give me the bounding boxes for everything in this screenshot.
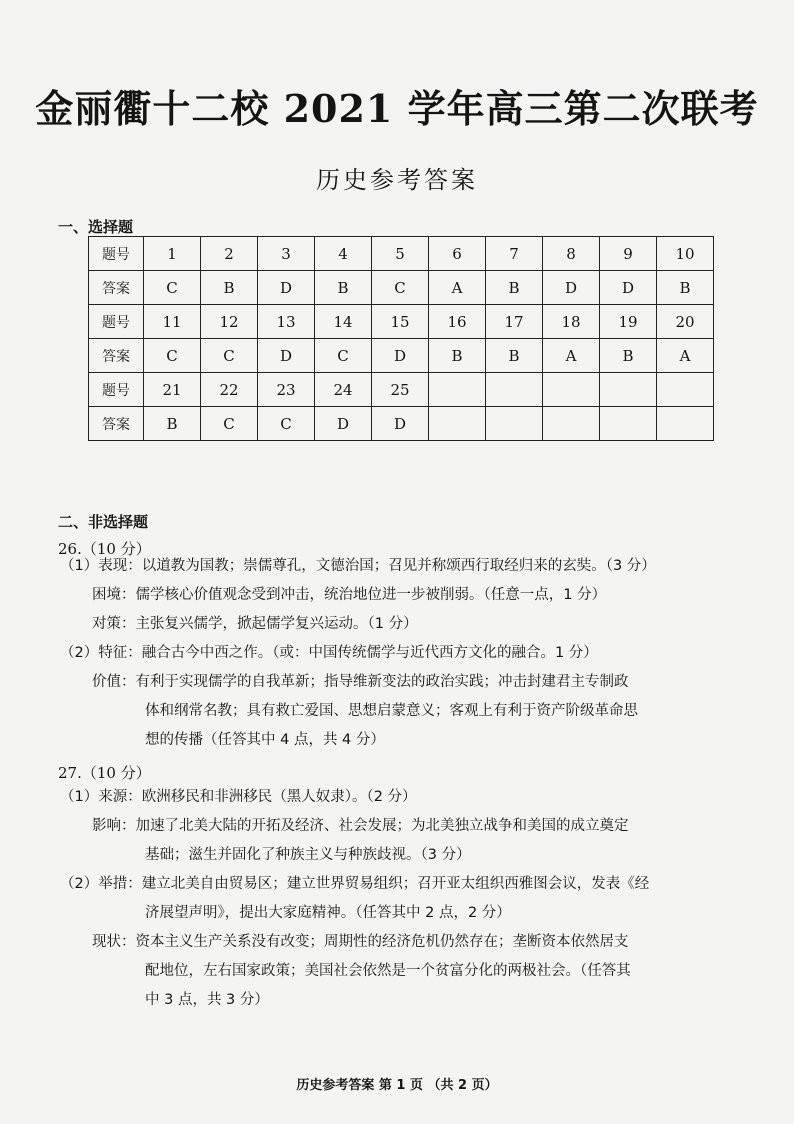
q26-answer-line: 体和纲常名教；具有救亡爱国、思想启蒙意义；客观上有利于资产阶级革命思 bbox=[145, 703, 638, 719]
question-number-cell: 17 bbox=[486, 305, 543, 339]
answer-cell: D bbox=[543, 271, 600, 305]
answer-cell: B bbox=[315, 271, 372, 305]
question-number-cell: 23 bbox=[258, 373, 315, 407]
q27-answer-line: （2）举措：建立北美自由贸易区；建立世界贸易组织；召开亚太组织西雅图会议，发表《经 bbox=[60, 876, 650, 892]
answer-cell: C bbox=[201, 339, 258, 373]
question-number-cell: 10 bbox=[657, 237, 714, 271]
answer-cell: B bbox=[657, 271, 714, 305]
section-heading-non-choice: 二、非选择题 bbox=[58, 513, 149, 531]
answer-table bbox=[88, 236, 714, 441]
q27-answer-line: （1）来源：欧洲移民和非洲移民（黑人奴隶）。（2 分） bbox=[60, 789, 417, 805]
question-number-cell: 15 bbox=[372, 305, 429, 339]
answer-cell: C bbox=[258, 407, 315, 441]
answer-cell: A bbox=[657, 339, 714, 373]
question-number-cell: 21 bbox=[144, 373, 201, 407]
row-header: 题号 bbox=[89, 237, 144, 271]
question-number-cell: 11 bbox=[144, 305, 201, 339]
table-row bbox=[89, 237, 714, 271]
q27-answer-line: 影响：加速了北美大陆的开拓及经济、社会发展；为北美独立战争和美国的成立奠定 bbox=[92, 818, 629, 834]
answer-cell: C bbox=[201, 407, 258, 441]
question-number-cell: 19 bbox=[600, 305, 657, 339]
q26-answer-line: 困境：儒学核心价值观念受到冲击，统治地位进一步被削弱。（任意一点，1 分） bbox=[92, 587, 607, 603]
answer-cell: D bbox=[315, 407, 372, 441]
answer-cell: C bbox=[144, 339, 201, 373]
answer-cell: B bbox=[486, 339, 543, 373]
question-number-cell: 24 bbox=[315, 373, 372, 407]
q26-answer-line: 对策：主张复兴儒学，掀起儒学复兴运动。（1 分） bbox=[92, 616, 418, 632]
answer-cell: B bbox=[429, 339, 486, 373]
question-number-cell: 16 bbox=[429, 305, 486, 339]
q27-answer-line: 基础；滋生并固化了种族主义与种族歧视。（3 分） bbox=[145, 847, 471, 863]
answer-cell bbox=[543, 407, 600, 441]
table-row bbox=[89, 373, 714, 407]
answer-cell: D bbox=[258, 339, 315, 373]
question-number-cell: 4 bbox=[315, 237, 372, 271]
q26-answer-line: （1）表现：以道教为国教；崇儒尊孔，文德治国；召见并称颂西行取经归来的玄奘。（3 分） bbox=[60, 558, 656, 574]
answer-cell: A bbox=[543, 339, 600, 373]
question-number-cell bbox=[657, 373, 714, 407]
q26-answer-line: 想的传播（任答其中 4 点，共 4 分） bbox=[145, 732, 385, 748]
question-number-cell: 14 bbox=[315, 305, 372, 339]
table-row bbox=[89, 305, 714, 339]
answer-cell: B bbox=[600, 339, 657, 373]
question-number-cell: 18 bbox=[543, 305, 600, 339]
row-header: 答案 bbox=[89, 339, 144, 373]
question-number-cell: 22 bbox=[201, 373, 258, 407]
q27-answer-line: 中 3 点，共 3 分） bbox=[145, 992, 269, 1008]
question-number-cell bbox=[600, 373, 657, 407]
q27-answer-line: 济展望声明》，提出大家庭精神。（任答其中 2 点，2 分） bbox=[145, 905, 511, 921]
row-header: 题号 bbox=[89, 373, 144, 407]
page-subtitle: 历史参考答案 bbox=[316, 166, 478, 194]
answer-cell bbox=[657, 407, 714, 441]
question-number-cell: 8 bbox=[543, 237, 600, 271]
answer-cell: D bbox=[372, 407, 429, 441]
question-number-cell: 25 bbox=[372, 373, 429, 407]
answer-cell bbox=[429, 407, 486, 441]
answer-cell: A bbox=[429, 271, 486, 305]
question-number-cell: 7 bbox=[486, 237, 543, 271]
answer-cell: D bbox=[258, 271, 315, 305]
answer-cell: D bbox=[600, 271, 657, 305]
table-row bbox=[89, 407, 714, 441]
question-number-cell bbox=[486, 373, 543, 407]
answer-cell: D bbox=[372, 339, 429, 373]
answer-cell: C bbox=[315, 339, 372, 373]
table-row bbox=[89, 339, 714, 373]
question-number-cell bbox=[543, 373, 600, 407]
page-footer: 历史参考答案 第 1 页 （共 2 页） bbox=[296, 1078, 498, 1093]
answer-cell: C bbox=[144, 271, 201, 305]
answer-cell: B bbox=[144, 407, 201, 441]
answer-cell bbox=[486, 407, 543, 441]
page-title: 金丽衢十二校 2021 学年高三第二次联考 bbox=[35, 86, 759, 131]
question-26-header: 26.（10 分） bbox=[58, 540, 151, 558]
answer-cell: B bbox=[201, 271, 258, 305]
question-number-cell: 6 bbox=[429, 237, 486, 271]
question-number-cell: 20 bbox=[657, 305, 714, 339]
row-header: 题号 bbox=[89, 305, 144, 339]
answer-cell: B bbox=[486, 271, 543, 305]
question-number-cell: 2 bbox=[201, 237, 258, 271]
q26-answer-line: 价值：有利于实现儒学的自我革新；指导维新变法的政治实践；冲击封建君主专制政 bbox=[92, 674, 629, 690]
question-27-header: 27.（10 分） bbox=[58, 764, 151, 782]
question-number-cell: 5 bbox=[372, 237, 429, 271]
row-header: 答案 bbox=[89, 271, 144, 305]
question-number-cell: 13 bbox=[258, 305, 315, 339]
question-number-cell: 12 bbox=[201, 305, 258, 339]
question-number-cell: 1 bbox=[144, 237, 201, 271]
answer-cell: C bbox=[372, 271, 429, 305]
question-number-cell: 9 bbox=[600, 237, 657, 271]
answer-cell bbox=[600, 407, 657, 441]
section-heading-multiple-choice: 一、选择题 bbox=[58, 218, 134, 236]
table-row bbox=[89, 271, 714, 305]
question-number-cell: 3 bbox=[258, 237, 315, 271]
question-number-cell bbox=[429, 373, 486, 407]
q27-answer-line: 现状：资本主义生产关系没有改变；周期性的经济危机仍然存在；垄断资本依然居支 bbox=[92, 934, 629, 950]
row-header: 答案 bbox=[89, 407, 144, 441]
q27-answer-line: 配地位，左右国家政策；美国社会依然是一个贫富分化的两极社会。（任答其 bbox=[145, 963, 631, 979]
q26-answer-line: （2）特征：融合古今中西之作。（或：中国传统儒学与近代西方文化的融合。1 分） bbox=[60, 645, 598, 661]
